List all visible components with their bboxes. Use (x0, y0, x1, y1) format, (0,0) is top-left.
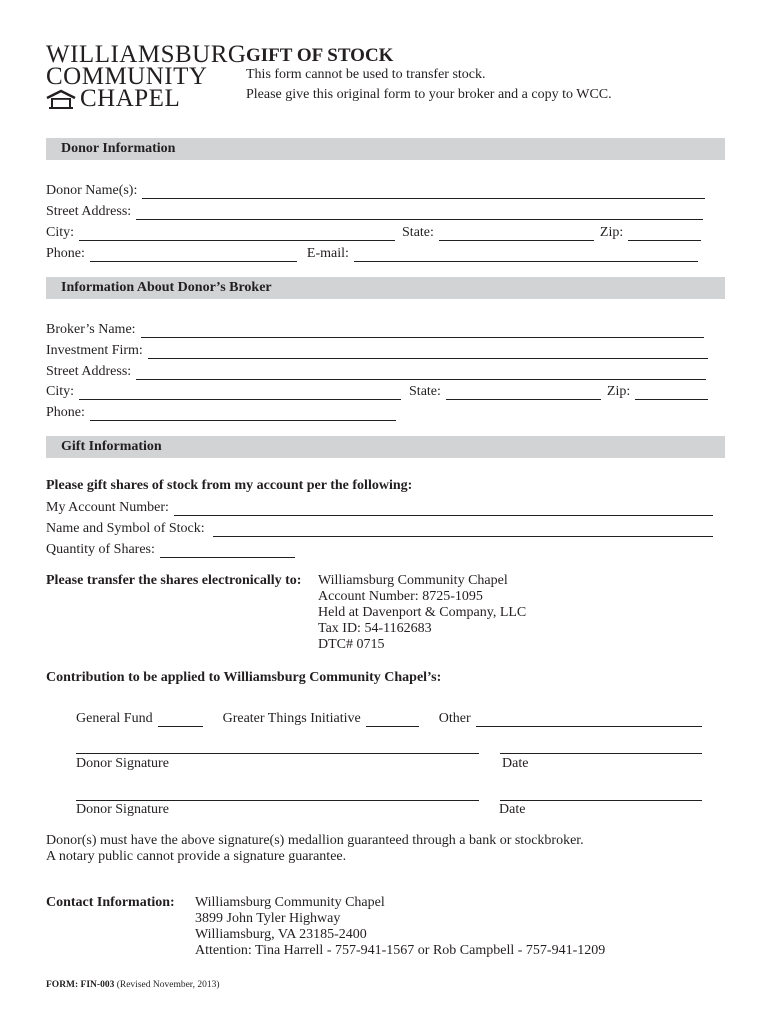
date-line-1[interactable] (500, 753, 702, 754)
logo-line-3: CHAPEL (80, 85, 181, 112)
donor-signature-line-1[interactable] (76, 753, 479, 754)
logo (46, 41, 247, 112)
other-field[interactable] (476, 712, 702, 727)
broker-state-label: State: (409, 384, 441, 399)
account-number-field[interactable] (174, 501, 713, 516)
donor-city-field[interactable] (79, 226, 395, 241)
fund-choice-row (76, 709, 702, 727)
guarantee-line-1: Donor(s) must have the above signature(s) medallion guaranteed through a bank or stockbroker. (46, 833, 584, 848)
broker-city-row (46, 382, 708, 400)
donor-info-heading: Donor Information (61, 141, 176, 156)
account-number-label: My Account Number: (46, 500, 169, 515)
donor-signature-label-2: Donor Signature (76, 802, 169, 817)
donor-name-row (46, 181, 705, 199)
broker-firm-field[interactable] (148, 344, 708, 359)
transfer-label: Please transfer the shares electronically to: (46, 573, 302, 588)
stock-symbol-row (46, 519, 713, 537)
subtitle-1: This form cannot be used to transfer stock. (246, 67, 486, 82)
donor-info-header (46, 138, 725, 160)
broker-street-row (46, 362, 706, 380)
transfer-line: Tax ID: 54-1162683 (318, 621, 432, 636)
donor-city-row (46, 223, 701, 241)
donor-phone-field[interactable] (90, 247, 297, 262)
broker-state-field[interactable] (446, 385, 601, 400)
donor-zip-field[interactable] (628, 226, 701, 241)
form-footer (46, 980, 220, 990)
donor-phone-row (46, 244, 698, 262)
contact-line: Williamsburg Community Chapel (195, 895, 385, 910)
greater-things-label: Greater Things Initiative (222, 711, 361, 726)
broker-phone-field[interactable] (90, 406, 396, 421)
transfer-line: Williamsburg Community Chapel (318, 573, 508, 588)
broker-firm-row (46, 341, 708, 359)
general-fund-label: General Fund (76, 711, 153, 726)
donor-street-field[interactable] (136, 205, 703, 220)
form-revised: (Revised November, 2013) (116, 980, 220, 990)
broker-street-field[interactable] (136, 365, 706, 380)
donor-street-label: Street Address: (46, 204, 132, 219)
donor-city-label: City: (46, 225, 75, 240)
logo-line-2: COMMUNITY (46, 63, 208, 90)
date-line-2[interactable] (500, 800, 702, 801)
subtitle-2: Please give this original form to your broker and a copy to WCC. (246, 87, 612, 102)
contact-line: Williamsburg, VA 23185-2400 (195, 927, 367, 942)
contact-label: Contact Information: (46, 895, 175, 910)
donor-street-row (46, 202, 703, 220)
guarantee-note (46, 833, 584, 865)
donor-signature-label-1: Donor Signature (76, 756, 169, 771)
donor-email-field[interactable] (354, 247, 698, 262)
donor-signature-line-2[interactable] (76, 800, 479, 801)
broker-name-label: Broker’s Name: (46, 322, 136, 337)
contribution-label: Contribution to be applied to Williamsburg Community Chapel’s: (46, 670, 442, 685)
gift-info-header (46, 436, 725, 458)
broker-name-field[interactable] (141, 323, 704, 338)
donor-name-label: Donor Name(s): (46, 183, 138, 198)
broker-zip-label: Zip: (606, 384, 631, 399)
broker-firm-label: Investment Firm: (46, 343, 143, 358)
donor-email-label: E-mail: (306, 246, 349, 261)
broker-zip-field[interactable] (635, 385, 708, 400)
chapel-roof-icon (46, 89, 76, 109)
stock-symbol-field[interactable] (213, 522, 713, 537)
broker-phone-row (46, 403, 396, 421)
general-fund-field[interactable] (158, 712, 203, 727)
transfer-line: Account Number: 8725-1095 (318, 589, 483, 604)
quantity-label: Quantity of Shares: (46, 542, 155, 557)
gift-info-heading: Gift Information (61, 439, 162, 454)
contact-line: Attention: Tina Harrell - 757-941-1567 or Rob Campbell - 757-941-1209 (195, 943, 606, 958)
logo-line-1: WILLIAMSBURG (46, 41, 247, 68)
contact-details (195, 895, 605, 959)
broker-city-label: City: (46, 384, 75, 399)
transfer-line: DTC# 0715 (318, 637, 385, 652)
broker-phone-label: Phone: (46, 405, 85, 420)
greater-things-field[interactable] (366, 712, 419, 727)
logo-line-3-row (46, 85, 246, 112)
broker-city-field[interactable] (79, 385, 401, 400)
stock-symbol-label: Name and Symbol of Stock: (46, 521, 205, 536)
donor-state-label: State: (402, 225, 434, 240)
donor-state-field[interactable] (439, 226, 594, 241)
broker-info-header (46, 277, 725, 299)
form-title: GIFT OF STOCK (246, 45, 394, 66)
transfer-details (318, 573, 526, 653)
form-id: FORM: FIN-003 (46, 980, 115, 990)
donor-phone-label: Phone: (46, 246, 85, 261)
date-label-1: Date (502, 756, 529, 771)
donor-zip-label: Zip: (599, 225, 624, 240)
guarantee-line-2: A notary public cannot provide a signature guarantee. (46, 849, 347, 864)
gift-intro: Please gift shares of stock from my account per the following: (46, 478, 413, 493)
other-label: Other (438, 711, 471, 726)
quantity-field[interactable] (160, 543, 295, 558)
broker-name-row (46, 320, 704, 338)
donor-name-field[interactable] (142, 184, 705, 199)
date-label-2: Date (499, 802, 526, 817)
contact-line: 3899 John Tyler Highway (195, 911, 341, 926)
broker-info-heading: Information About Donor’s Broker (61, 280, 272, 295)
quantity-row (46, 540, 295, 558)
transfer-line: Held at Davenport & Company, LLC (318, 605, 527, 620)
account-number-row (46, 498, 713, 516)
broker-street-label: Street Address: (46, 364, 132, 379)
